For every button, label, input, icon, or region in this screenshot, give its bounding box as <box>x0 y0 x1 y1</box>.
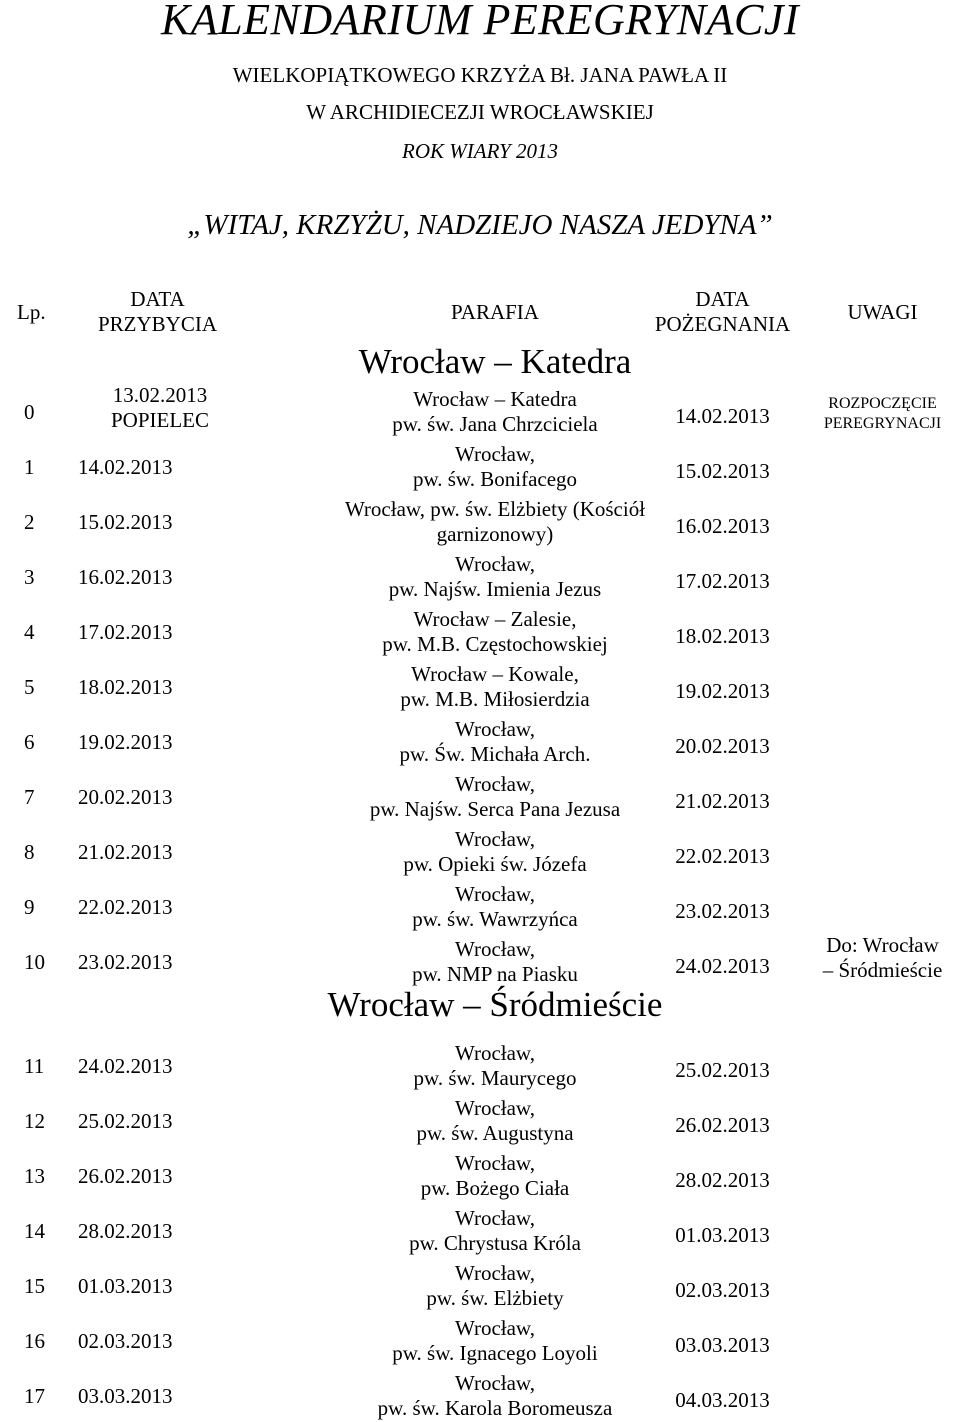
parish-line-2: pw. św. Jana Chrzciciela <box>392 412 598 436</box>
row-number: 5 <box>24 675 35 699</box>
parish-line-1: Wrocław, <box>454 1041 535 1065</box>
row-number: 17 <box>24 1384 45 1408</box>
departure-date: 14.02.2013 <box>675 404 770 428</box>
departure-date: 26.02.2013 <box>675 1113 770 1137</box>
arrival-date-value: 28.02.2013 <box>78 1219 173 1243</box>
departure-date: 21.02.2013 <box>675 789 770 813</box>
header-departure <box>630 287 815 337</box>
arrival-date-value: 21.02.2013 <box>78 840 173 864</box>
header-arrival <box>75 287 240 337</box>
row-number: 10 <box>24 950 45 974</box>
departure-date: 19.02.2013 <box>675 679 770 703</box>
arrival-date <box>78 840 173 865</box>
parish-line-1: Wrocław, <box>454 1371 535 1395</box>
parish-line-1: Wrocław, <box>454 552 535 576</box>
table-row <box>0 713 960 768</box>
arrival-date-value: 15.02.2013 <box>78 510 173 534</box>
arrival-date-value: 19.02.2013 <box>78 730 173 754</box>
departure-date: 23.02.2013 <box>675 899 770 923</box>
departure-date: 04.03.2013 <box>675 1388 770 1412</box>
arrival-date <box>78 675 173 700</box>
table-row <box>0 1257 960 1312</box>
header-parish: PARAFIA <box>451 300 539 324</box>
parish-line-2: pw. św. Maurycego <box>413 1066 577 1090</box>
departure-date: 18.02.2013 <box>675 624 770 648</box>
table-row <box>0 878 960 933</box>
parish-line-2: pw. M.B. Miłosierdzia <box>400 687 590 711</box>
row-number: 9 <box>24 895 35 919</box>
header-lp: Lp. <box>17 300 46 324</box>
row-number: 3 <box>24 565 35 589</box>
departure-date: 20.02.2013 <box>675 734 770 758</box>
parish-line-2: garnizonowy) <box>436 522 554 546</box>
table-row <box>0 493 960 548</box>
parish-line-1: Wrocław, <box>454 717 535 741</box>
table-row <box>0 823 960 878</box>
row-number: 15 <box>24 1274 45 1298</box>
table-row <box>0 1367 960 1422</box>
header-departure-line-1: DATA <box>695 287 750 311</box>
note-start-line-1: ROZPOCZĘCIE <box>828 395 937 412</box>
section-heading-katedra: Wrocław – Katedra <box>358 342 632 381</box>
arrival-date-value: 02.03.2013 <box>78 1329 173 1353</box>
parish-line-2: pw. św. Elżbiety <box>426 1286 564 1310</box>
table-row <box>0 1037 960 1092</box>
row-number: 2 <box>24 510 35 534</box>
parish-line-1: Wrocław, <box>454 827 535 851</box>
parish-line-1: Wrocław, <box>454 882 535 906</box>
arrival-date <box>78 1329 173 1354</box>
departure-date: 16.02.2013 <box>675 514 770 538</box>
parish-line-1: Wrocław, <box>454 442 535 466</box>
departure-date: 17.02.2013 <box>675 569 770 593</box>
table-row <box>0 658 960 713</box>
row-number: 11 <box>24 1054 45 1078</box>
document-subtitle-1: WIELKOPIĄTKOWEGO KRZYŻA Bł. JANA PAWŁA II <box>232 63 728 87</box>
parish-line-2: pw. Najśw. Serca Pana Jezusa <box>369 797 621 821</box>
row-number: 16 <box>24 1329 45 1353</box>
parish-line-2: pw. M.B. Częstochowskiej <box>382 632 608 656</box>
table-row <box>0 768 960 823</box>
parish-line-1: Wrocław – Zalesie, <box>413 607 577 631</box>
row-number: 0 <box>24 400 35 424</box>
parish-line-2: pw. Chrystusa Króla <box>409 1231 581 1255</box>
row-number: 13 <box>24 1164 45 1188</box>
departure-date: 15.02.2013 <box>675 459 770 483</box>
arrival-date-value: 18.02.2013 <box>78 675 173 699</box>
arrival-date-value: 24.02.2013 <box>78 1054 173 1078</box>
table-row <box>0 1092 960 1147</box>
row-number: 7 <box>24 785 35 809</box>
arrival-date-value: 26.02.2013 <box>78 1164 173 1188</box>
parish-line-1: Wrocław, pw. św. Elżbiety (Kościół <box>344 497 646 521</box>
row-number: 14 <box>24 1219 45 1243</box>
parish-line-2: pw. Najśw. Imienia Jezus <box>388 577 602 601</box>
arrival-date <box>78 785 173 810</box>
parish-line-2: pw. św. Bonifacego <box>412 467 578 491</box>
arrival-date-value: 17.02.2013 <box>78 620 173 644</box>
arrival-date-value: 13.02.2013 <box>112 383 208 407</box>
arrival-date <box>78 1274 173 1299</box>
row-number: 1 <box>24 455 35 479</box>
table-row <box>0 1202 960 1257</box>
arrival-date <box>78 950 173 975</box>
arrival-date <box>78 1219 173 1244</box>
arrival-date-value: 14.02.2013 <box>78 455 173 479</box>
parish-line-1: Wrocław – Katedra <box>413 387 577 411</box>
arrival-date-value: 03.03.2013 <box>78 1384 173 1408</box>
header-arrival-line-1: DATA <box>130 287 185 311</box>
arrival-date <box>78 895 173 920</box>
arrival-date-note: POPIELEC <box>110 408 209 432</box>
note-to-line-2: – Śródmieście <box>822 958 943 982</box>
document-subtitle-2: W ARCHIDIECEZJI WROCŁAWSKIEJ <box>306 100 654 124</box>
departure-date: 22.02.2013 <box>675 844 770 868</box>
header-departure-line-2: POŻEGNANIA <box>654 312 791 336</box>
arrival-date <box>95 383 225 433</box>
row-number: 8 <box>24 840 35 864</box>
arrival-date <box>78 1109 173 1134</box>
table-row <box>0 603 960 658</box>
parish-line-2: pw. Św. Michała Arch. <box>399 742 591 766</box>
header-arrival-line-2: PRZYBYCIA <box>97 312 218 336</box>
arrival-date-value: 20.02.2013 <box>78 785 173 809</box>
header-notes: UWAGI <box>847 300 918 324</box>
arrival-date-value: 23.02.2013 <box>78 950 173 974</box>
row-number: 12 <box>24 1109 45 1133</box>
arrival-date <box>78 730 173 755</box>
table-row <box>0 548 960 603</box>
arrival-date-value: 01.03.2013 <box>78 1274 173 1298</box>
note-start-line-2: PEREGRYNACJI <box>823 415 942 432</box>
table-row <box>0 1312 960 1367</box>
parish-line-2: pw. Opieki św. Józefa <box>403 852 587 876</box>
departure-date: 25.02.2013 <box>675 1058 770 1082</box>
arrival-date-value: 22.02.2013 <box>78 895 173 919</box>
departure-date: 28.02.2013 <box>675 1168 770 1192</box>
row-number: 4 <box>24 620 35 644</box>
departure-date: 03.03.2013 <box>675 1333 770 1357</box>
parish-line-1: Wrocław, <box>454 1206 535 1230</box>
parish-line-2: pw. Bożego Ciała <box>420 1176 570 1200</box>
note-to-line-1: Do: Wrocław <box>826 933 939 957</box>
parish-line-1: Wrocław, <box>454 1096 535 1120</box>
note-to-srodmiescie <box>800 933 960 983</box>
parish-line-2: pw. św. Augustyna <box>416 1121 574 1145</box>
parish-line-1: Wrocław – Kowale, <box>411 662 579 686</box>
section-heading-srodmiescie: Wrocław – Śródmieście <box>327 985 663 1024</box>
arrival-date <box>78 620 173 645</box>
arrival-date <box>78 510 173 535</box>
document-motto: „WITAJ, KRZYŻU, NADZIEJO NASZA JEDYNA” <box>187 209 773 241</box>
table-row <box>0 1147 960 1202</box>
note-start-peregrination <box>800 394 960 434</box>
parish-line-1: Wrocław, <box>454 1261 535 1285</box>
arrival-date <box>78 1384 173 1409</box>
parish-line-2: pw. św. Ignacego Loyoli <box>392 1341 598 1365</box>
document-title: KALENDARIUM PEREGRYNACJI <box>160 0 800 44</box>
row-number: 6 <box>24 730 35 754</box>
arrival-date <box>78 1164 173 1189</box>
arrival-date <box>78 1054 173 1079</box>
parish-line-1: Wrocław, <box>454 772 535 796</box>
departure-date: 24.02.2013 <box>675 954 770 978</box>
parish-line-1: Wrocław, <box>454 1151 535 1175</box>
arrival-date <box>78 565 173 590</box>
parish-line-2: pw. św. Karola Boromeusza <box>377 1396 613 1420</box>
parish-line-1: Wrocław, <box>454 937 535 961</box>
departure-date: 02.03.2013 <box>675 1278 770 1302</box>
arrival-date-value: 16.02.2013 <box>78 565 173 589</box>
parish-line-2: pw. NMP na Piasku <box>412 962 578 986</box>
document-subtitle-3: ROK WIARY 2013 <box>402 139 558 163</box>
arrival-date-value: 25.02.2013 <box>78 1109 173 1133</box>
departure-date: 01.03.2013 <box>675 1223 770 1247</box>
parish-line-1: Wrocław, <box>454 1316 535 1340</box>
arrival-date <box>78 455 173 480</box>
parish-line-2: pw. św. Wawrzyńca <box>412 907 578 931</box>
table-row <box>0 438 960 493</box>
